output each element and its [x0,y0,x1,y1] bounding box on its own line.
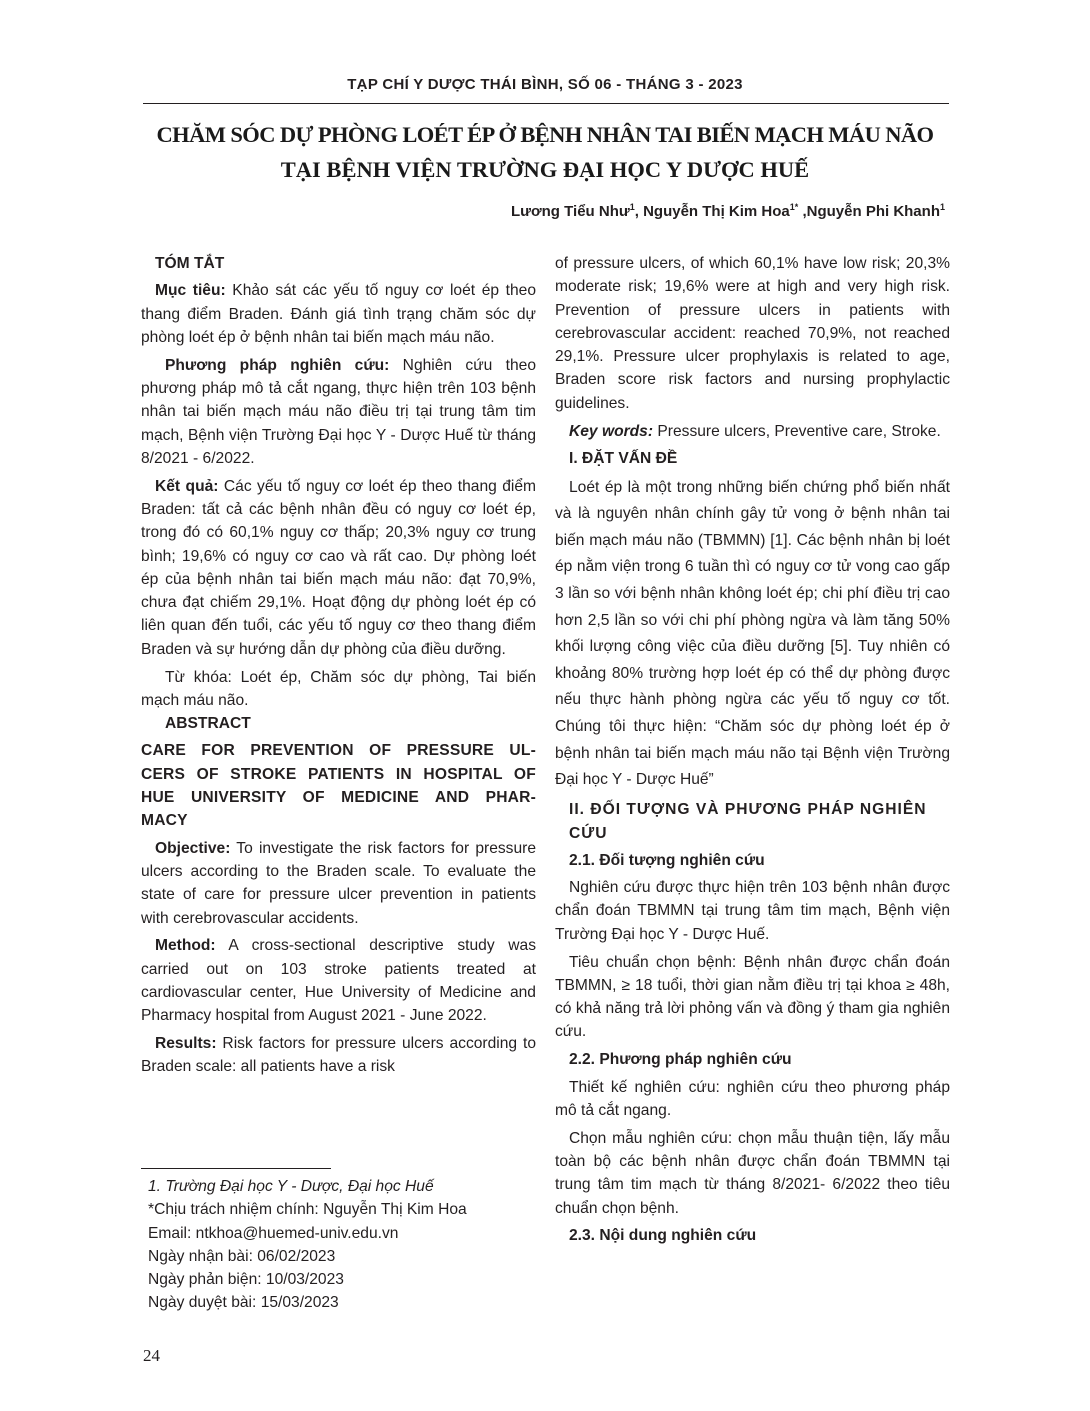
author-separator: , [798,203,807,220]
author-name: Lương Tiểu Như [510,203,630,220]
abstract-results-start [141,1032,536,1079]
footnote-corresponding: *Chịu trách nhiệm chính: Nguyễn Thị Kim Hoa [148,1201,467,1219]
abstract-results-label: Results: [155,1035,217,1052]
subsection-2-3-heading: 2.3. Nội dung nghiên cứu [569,1227,757,1245]
subsection-2-2-heading: 2.2. Phương pháp nghiên cứu [569,1051,792,1069]
footnote-reviewed: Ngày phản biện: 10/03/2023 [148,1271,344,1289]
summary-method [141,354,536,470]
abstract-keywords-label: Key words: [569,422,654,440]
author-name: Nguyễn Thị Kim Hoa [643,203,790,220]
abstract-objective [141,837,536,930]
abstract-objective-text: To investigate the risk factors for pressure ulcers according to the Braden scale. To evaluate the state of care for pressure ulcer prevention in patients with cerebrovascular accidents. [141,839,536,927]
journal-header: TẠP CHÍ Y DƯỢC THÁI BÌNH, SỐ 06 - THÁNG 3 - 2023 [347,76,743,93]
summary-objective [141,279,536,349]
summary-method-text: Nghiên cứu theo phương pháp mô tả cắt ngang, thực hiện trên 103 bệnh nhân tai biến mạch máu não điều trị tại trung tâm tim mạch, Bệnh viện Trường Đại học Y - Dược Huế từ tháng 8/2021 - 6/2022. [141,356,536,467]
summary-objective-label: Mục tiêu: [155,282,226,300]
summary-heading: TÓM TẮT [155,255,225,272]
summary-results [141,475,536,661]
abstract-method-label: Method: [155,937,216,955]
abstract-keywords [555,420,950,443]
author-affiliation-mark: 1 [629,202,635,212]
subsection-2-1-paragraph: Nghiên cứu được thực hiện trên 103 bệnh nhân được chẩn đoán TBMMN tại trung tâm tim mạch, Bệnh viện Trường Đại học Y - Dược Huế. [555,879,950,943]
author-list [511,202,945,220]
section-methods-heading: II. ĐỐI TƯỢNG VÀ PHƯƠNG PHÁP NGHIÊN CỨU [569,801,927,842]
abstract-title-line: HUE UNIVERSITY OF MEDICINE AND PHAR- [141,789,536,807]
author-affiliation-mark: 1* [789,202,799,212]
subsection-2-2-sampling: Chọn mẫu nghiên cứu: chọn mẫu thuận tiện, lấy mẫu toàn bộ các bệnh nhân được chẩn đoán TBMMN tại trung tâm tim mạch từ tháng 8/2021- 6/2022 theo tiêu chuẩn chọn bệnh. [555,1129,950,1217]
summary-results-text: Các yếu tố nguy cơ loét ép theo thang điểm Braden: tất cả các bệnh nhân đều có nguy cơ loét ép, trong đó có 60,1% nguy cơ thấp; 20,3% nguy cơ trung bình; 19,6% có nguy cơ cao và rất cao. Dự phòng loét ép của bệnh nhân tai biến mạch máu não: đạt 70,9%, chưa đạt chiếm 29,1%. Hoạt động dự phòng loét ép có liên quan đến tuổi, các yếu tố nguy cơ theo thang điểm Braden và sự hướng dẫn dự phòng của điều dưỡng. [141,477,537,658]
footnote-affiliation: 1. Trường Đại học Y - Dược, Đại học Huế [148,1178,434,1195]
author-separator: , [634,203,644,220]
page-number: 24 [143,1346,160,1365]
abstract-heading: ABSTRACT [165,715,251,733]
left-column [141,252,536,1083]
subsection-2-2-design: Thiết kế nghiên cứu: nghiên cứu theo phương pháp mô tả cắt ngang. [555,1078,950,1119]
summary-objective-text: Khảo sát các yếu tố nguy cơ loét ép theo thang điểm Braden. Đánh giá tình trạng chăm sóc dự phòng loét ép ở bệnh nhân tai biến mạch máu não. [141,282,536,346]
abstract-objective-label: Objective: [155,839,231,857]
summary-method-label: Phương pháp nghiên cứu: [165,356,390,374]
subsection-2-1-heading: 2.1. Đối tượng nghiên cứu [569,851,765,869]
footnotes [148,1175,467,1315]
footnote-divider [141,1168,331,1169]
author-affiliation-mark: 1 [939,202,945,212]
abstract-title-line: MACY [141,812,188,830]
author-name: Nguyễn Phi Khanh [806,203,940,220]
abstract-method-text: A cross-sectional descriptive study was carried out on 103 stroke patients treated at cardiovascular center, Hue University of Medicine and Pharmacy hospital from August 2021 - June 2022. [141,937,536,1025]
abstract-results-text: Risk factors for pressure ulcers according to Braden scale: all patients have a risk [141,1035,536,1076]
footnote-received: Ngày nhận bài: 06/02/2023 [148,1247,336,1265]
abstract-results-continued: of pressure ulcers, of which 60,1% have low risk; 20,3% moderate risk; 19,6% were at high and very high risk. Prevention of pressure ulcers in patients with cerebrovascular accident: reached 70,9%, not reached 29,1%. Pressure ulcer prophylaxis is related to age, Braden score risk factors and nursing prophylactic guidelines. [555,255,950,412]
article-title-line-2: TẠI BỆNH VIỆN TRƯỜNG ĐẠI HỌC Y DƯỢC HUẾ [280,157,810,182]
abstract-title [141,739,536,832]
article-title-line-1: CHĂM SÓC DỰ PHÒNG LOÉT ÉP Ở BỆNH NHÂN TAI BIẾN MẠCH MÁU NÃO [156,122,934,147]
section-intro-heading: I. ĐẶT VẤN ĐỀ [569,450,678,468]
abstract-title-line: CARE FOR PREVENTION OF PRESSURE UL- [141,742,536,760]
header-divider [143,103,949,104]
abstract-method [141,934,536,1027]
abstract-keywords-text: Pressure ulcers, Preventive care, Stroke. [653,422,941,440]
abstract-title-line: CERS OF STROKE PATIENTS IN HOSPITAL OF [141,765,536,783]
footnote-email: Email: ntkhoa@huemed-univ.edu.vn [148,1224,399,1242]
footnote-accepted: Ngày duyệt bài: 15/03/2023 [148,1294,339,1312]
summary-results-label: Kết quả: [155,477,219,495]
summary-keywords: Từ khóa: Loét ép, Chăm sóc dự phòng, Tai biến mạch máu não. [141,668,536,709]
intro-paragraph: Loét ép là một trong những biến chứng phổ biến nhất và là nguyên nhân chính gây tử vong ở bệnh nhân tai biến mạch máu não (TBMMN) [1]. Các bệnh nhân bị loét ép nằm viện trong 6 tuần thì có nguy cơ tử vong cao gấp 3 lần so với bệnh nhân không loét ép; chi phí điều trị cao hơn 2,5 lần so với chi phí phòng ngừa và làm tăng 50% khối lượng công việc của điều dưỡng [5]. Tuy nhiên có khoảng 80% trường hợp loét ép có thể dự phòng được nếu thực hành phòng ngừa các yếu tố nguy cơ tốt. Chúng tôi thực hiện: “Chăm sóc dự phòng loét ép ở bệnh nhân tai biến mạch máu não tại Bệnh viện Trường Đại học Y - Dược Huế” [555,478,950,789]
subsection-2-1-criteria: Tiêu chuẩn chọn bệnh: Bệnh nhân được chẩn đoán TBMMN, ≥ 18 tuổi, thời gian nằm điều trị tại khoa ≥ 48h, có khả năng trả lời phỏng vấn và đồng ý tham gia nghiên cứu. [555,953,950,1041]
right-column [555,252,950,1252]
